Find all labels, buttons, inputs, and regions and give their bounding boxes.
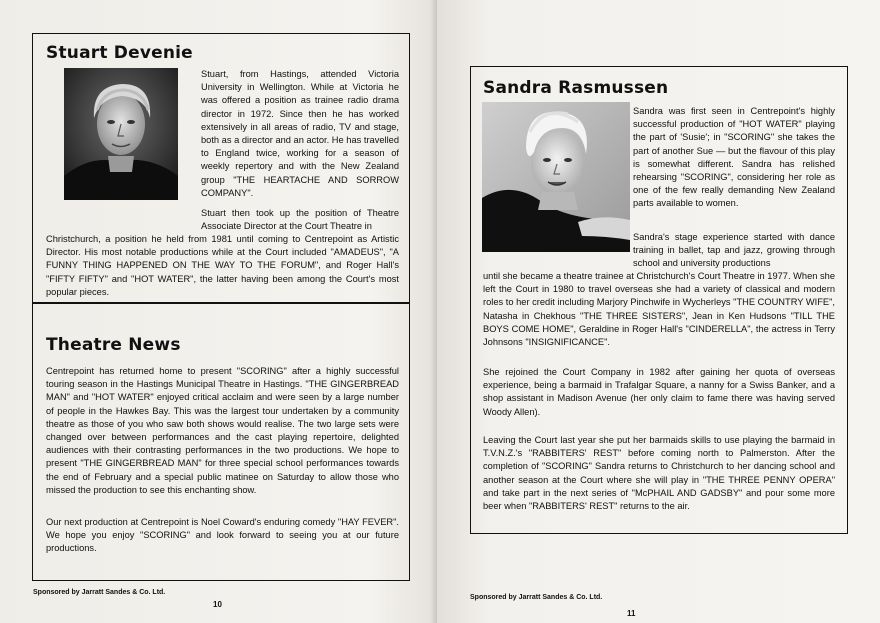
stuart-heading: Stuart Devenie: [46, 43, 193, 63]
left-page-number: 10: [213, 600, 222, 609]
right-page-number: 11: [627, 609, 636, 618]
portrait-photo-icon: [482, 102, 630, 252]
stuart-paragraph-1: Stuart, from Hastings, attended Victoria University in Wellington. While at Victoria he was offered a position as trainee radio drama director in 1972. Since then he has worked extensively in all areas of radio, TV and stage, both as a director and an actor. He has travelled to England twice, working for a season of weekly repertory and with the New Zealand group "THE HEARTACHE AND SORROW COMPANY".: [201, 69, 399, 198]
portrait-photo-icon: [64, 68, 178, 200]
stuart-paragraph-2: Christchurch, a position he held from 1981 until coming to Centrepoint as Artistic Director. His most notable productions while at the Court included "AMADEUS", "A FUNNY THING HAPPENED ON THE WAY TO THE FORUM", and Roger Hall's "FIFTY FIFTY" and "HOT WATER", the latter having been among the Court's most popular pieces.: [46, 234, 399, 297]
sandra-paragraph-1: Sandra was first seen in Centrepoint's highly successful production of "HOT WATER" playing the part of 'Susie'; in "SCORING" she takes the part of another Sue — but the flavour of this play is somewhat different. Sandra has relished rehearsing "SCORING", considering her role as one of the few really demanding New Zealand parts available to women.: [633, 106, 835, 209]
sandra-heading: Sandra Rasmussen: [483, 78, 669, 98]
theatre-news-paragraph-2: Our next production at Centrepoint is Noel Coward's enduring comedy "HAY FEVER". We hope you enjoy "SCORING" and look forward to seeing you at our future productions.: [46, 517, 399, 554]
stuart-paragraph-2-wrap: Stuart then took up the position of Theatre Associate Director at the Court Theatre in: [201, 208, 399, 232]
theatre-news-heading: Theatre News: [46, 335, 181, 355]
sandra-paragraph-3: She rejoined the Court Company in 1982 after gaining her quota of overseas experience, being a barmaid in Trafalgar Square, a nanny for a Swiss Banker, and a shop assistant in Madison Avenue (her only claim to fame there was having served Woody Allen).: [483, 367, 835, 417]
right-sponsor-footer: Sponsored by Jarratt Sandes & Co. Ltd.: [470, 594, 603, 601]
left-page: [0, 0, 437, 623]
left-sponsor-footer: Sponsored by Jarratt Sandes & Co. Ltd.: [33, 589, 166, 596]
right-page: [437, 0, 880, 623]
sandra-photo: [482, 102, 630, 252]
sandra-paragraph-4: Leaving the Court last year she put her barmaids skills to use playing the barmaid in T.V.N.Z.'s "RABBITERS' REST" before coming north to Palmerston. After the completion of "SCORING" Sandra returns to Christchurch to her dancing school and another season at the Court where she will play in "THE THREE PENNY OPERA" and take part in the next series of "McPHAIL AND GADSBY" and pour some more beer when "RABBITERS' REST" returns to the air.: [483, 435, 835, 512]
sandra-paragraph-2: until she became a theatre trainee at Christchurch's Court Theatre in 1977. When she left the Court in 1980 to travel overseas she had a variety of classical and modern roles to her credit including Marjory Pinchwife in Wycherleys "THE COUNTRY WIFE", Natasha in Chekhous "THE THREE SISTERS", Jean in Ken Hudsons "TILL THE BOYS COME HOME", Geraldine in Roger Hall's "CINDERELLA", the actress in Terry Johnsons "INSIGNIFICANCE".: [483, 271, 835, 348]
sandra-paragraph-2-wrap: Sandra's stage experience started with dance training in ballet, tap and jazz, growing through school and university productions: [633, 232, 835, 269]
stuart-photo: [64, 68, 178, 200]
theatre-news-paragraph-1: Centrepoint has returned home to present "SCORING" after a highly successful touring season in the Hastings Municipal Theatre in Hastings. "THE GINGERBREAD MAN" and "HOT WATER" enjoyed critical acclaim and were seen by a large number of people in the Hawkes Bay. This was the largest tour undertaken by a community theatre as those of you who saw both shows would realise. The two large sets were changed over between performances and the cast playing repertoire, delighted audiences with their contrasting performances in the two productions. We hope to present "THE GINGERBREAD MAN" for three special school performances towards the end of February and a special public matinee on Saturday to allow those who missed the production to see this enchanting show.: [46, 366, 399, 495]
